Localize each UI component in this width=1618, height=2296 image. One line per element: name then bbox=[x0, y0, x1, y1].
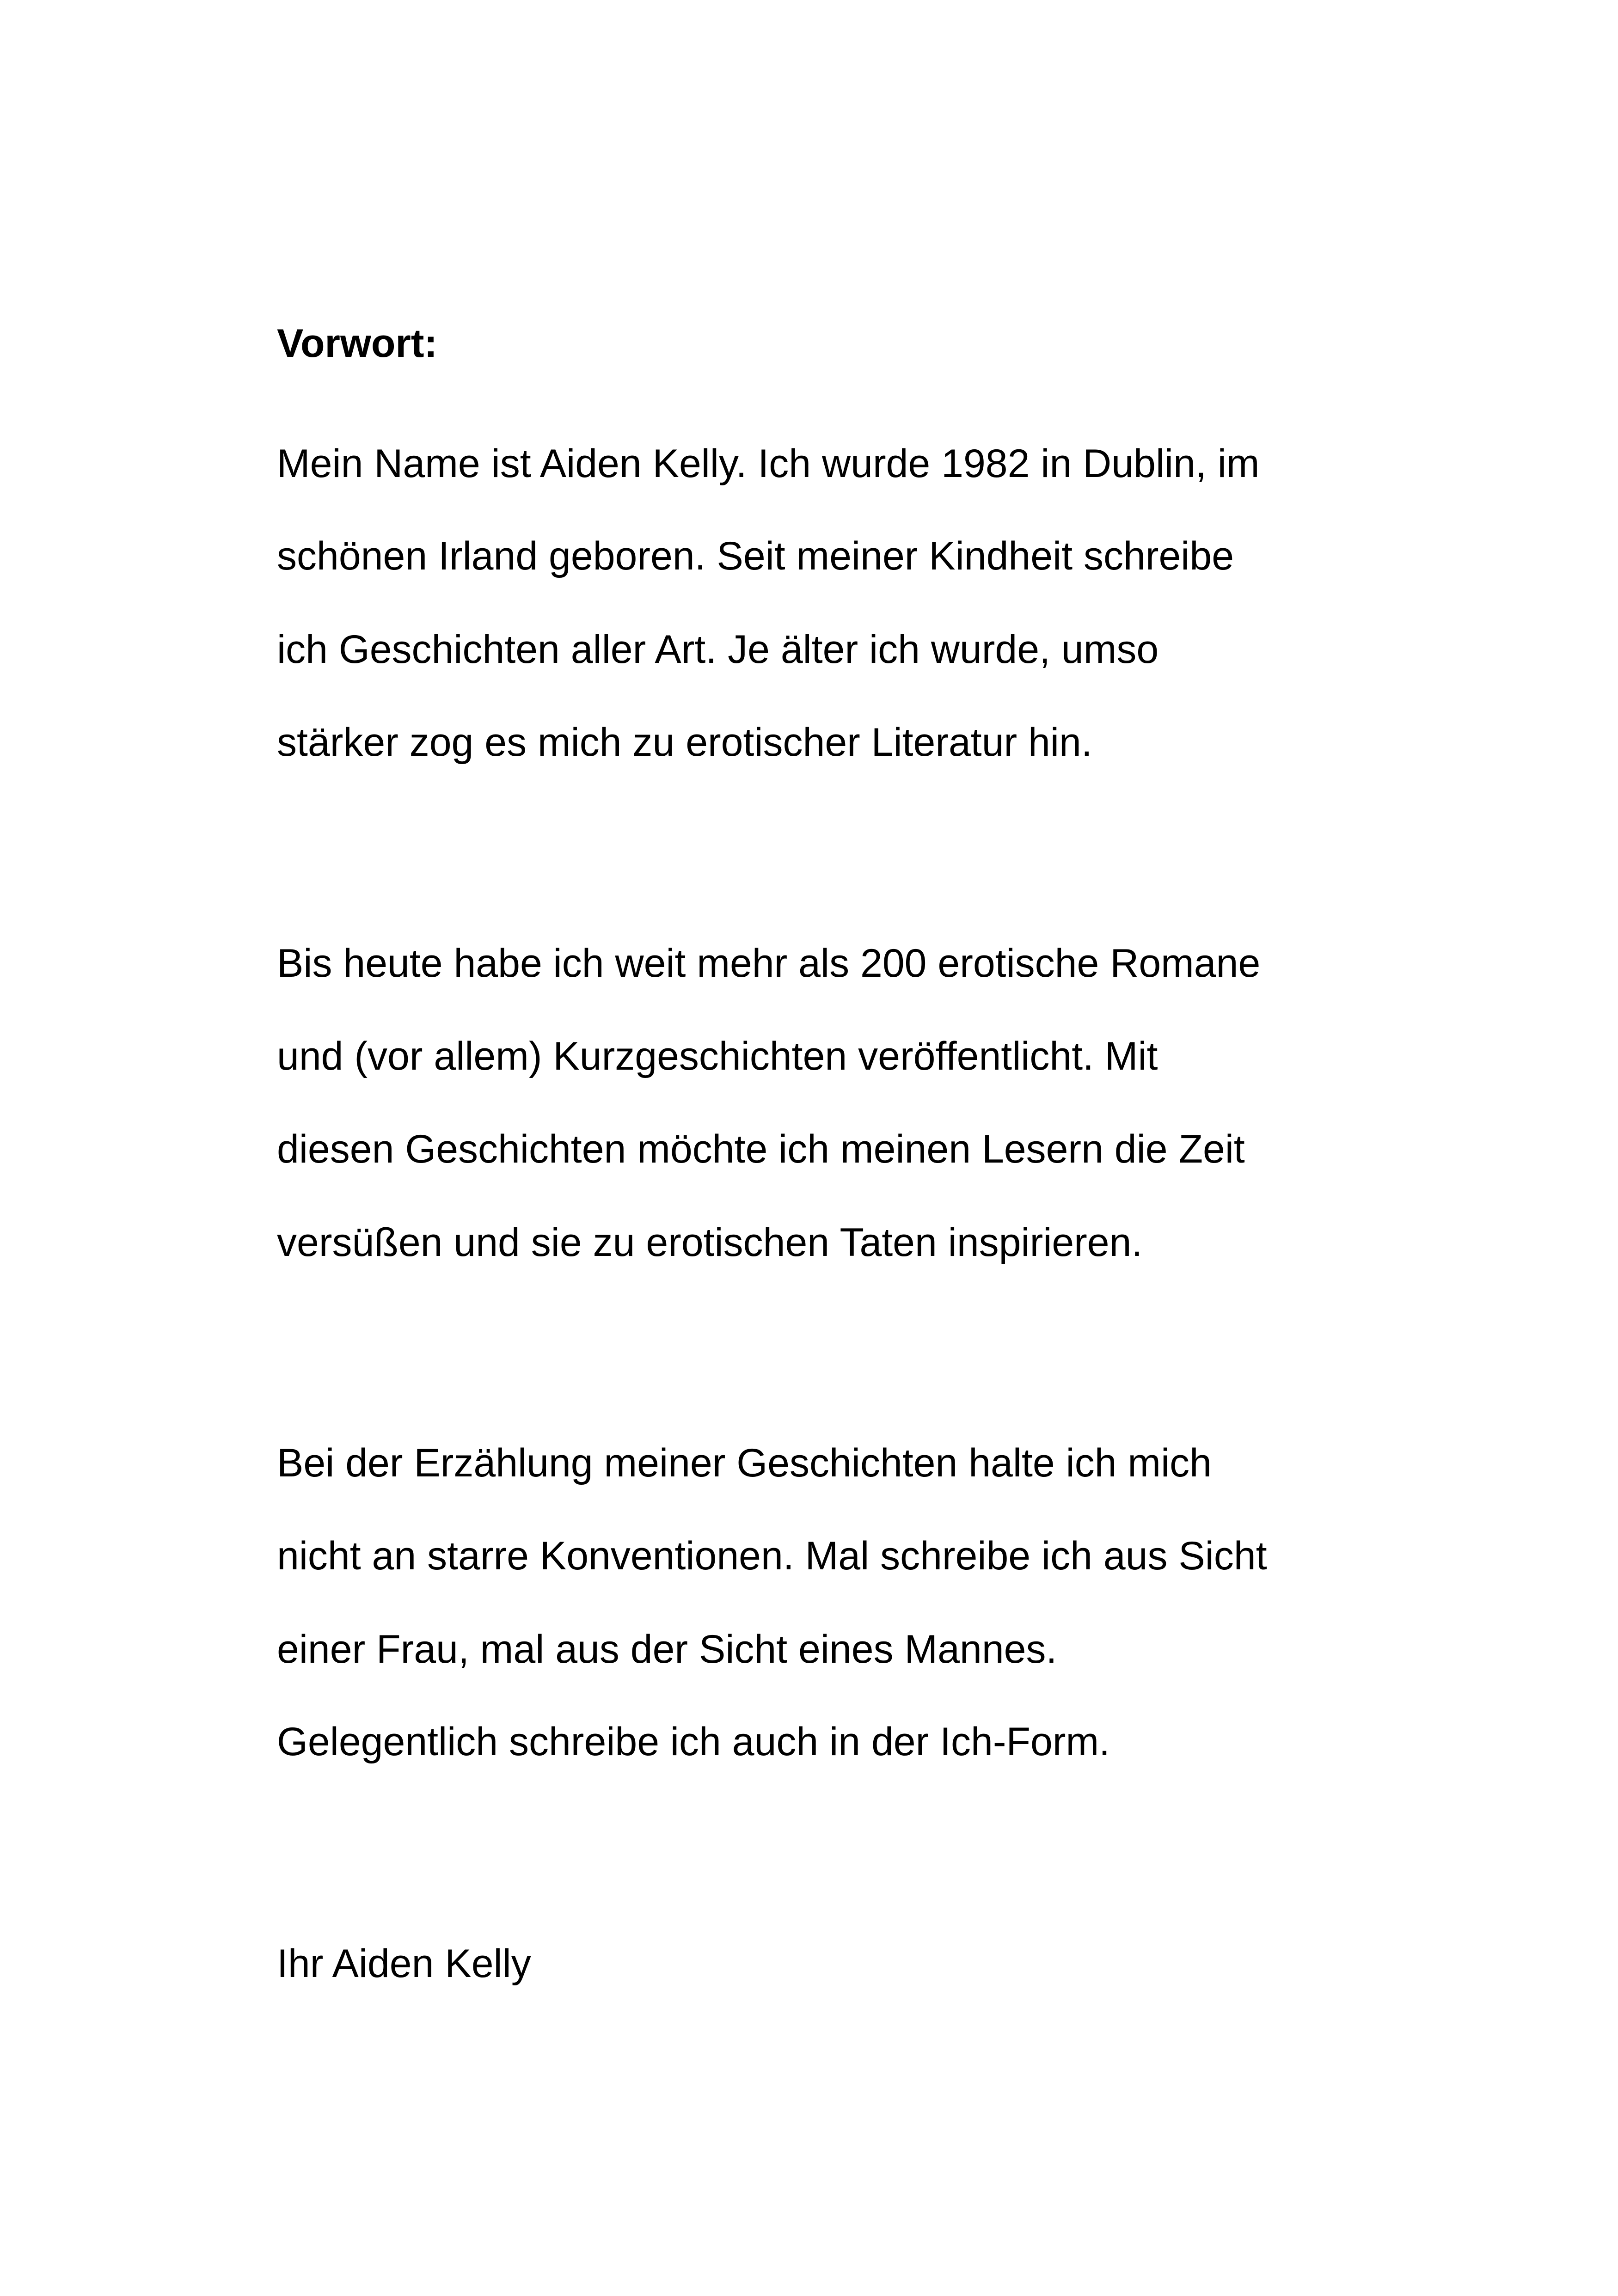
heading-vorwort: Vorwort: bbox=[277, 321, 438, 366]
paragraph-2-line-4: versüßen und sie zu erotischen Taten inspirieren. bbox=[277, 1220, 1143, 1265]
paragraph-1-line-2: schönen Irland geboren. Seit meiner Kindheit schreibe bbox=[277, 534, 1234, 578]
paragraph-2-line-1: Bis heute habe ich weit mehr als 200 erotische Romane bbox=[277, 941, 1261, 986]
signature: Ihr Aiden Kelly bbox=[277, 1941, 531, 1986]
paragraph-1-line-1: Mein Name ist Aiden Kelly. Ich wurde 1982 in Dublin, im bbox=[277, 441, 1260, 486]
paragraph-1-line-3: ich Geschichten aller Art. Je älter ich wurde, umso bbox=[277, 627, 1159, 672]
paragraph-3-line-4: Gelegentlich schreibe ich auch in der Ich-Form. bbox=[277, 1720, 1110, 1764]
paragraph-2-line-3: diesen Geschichten möchte ich meinen Lesern die Zeit bbox=[277, 1127, 1245, 1171]
paragraph-3-line-2: nicht an starre Konventionen. Mal schreibe ich aus Sicht bbox=[277, 1534, 1267, 1578]
paragraph-1-line-4: stärker zog es mich zu erotischer Literatur hin. bbox=[277, 720, 1092, 765]
paragraph-3-line-3: einer Frau, mal aus der Sicht eines Mannes. bbox=[277, 1627, 1057, 1671]
paragraph-2-line-2: und (vor allem) Kurzgeschichten veröffentlicht. Mit bbox=[277, 1034, 1158, 1078]
paragraph-3-line-1: Bei der Erzählung meiner Geschichten halte ich mich bbox=[277, 1441, 1212, 1485]
